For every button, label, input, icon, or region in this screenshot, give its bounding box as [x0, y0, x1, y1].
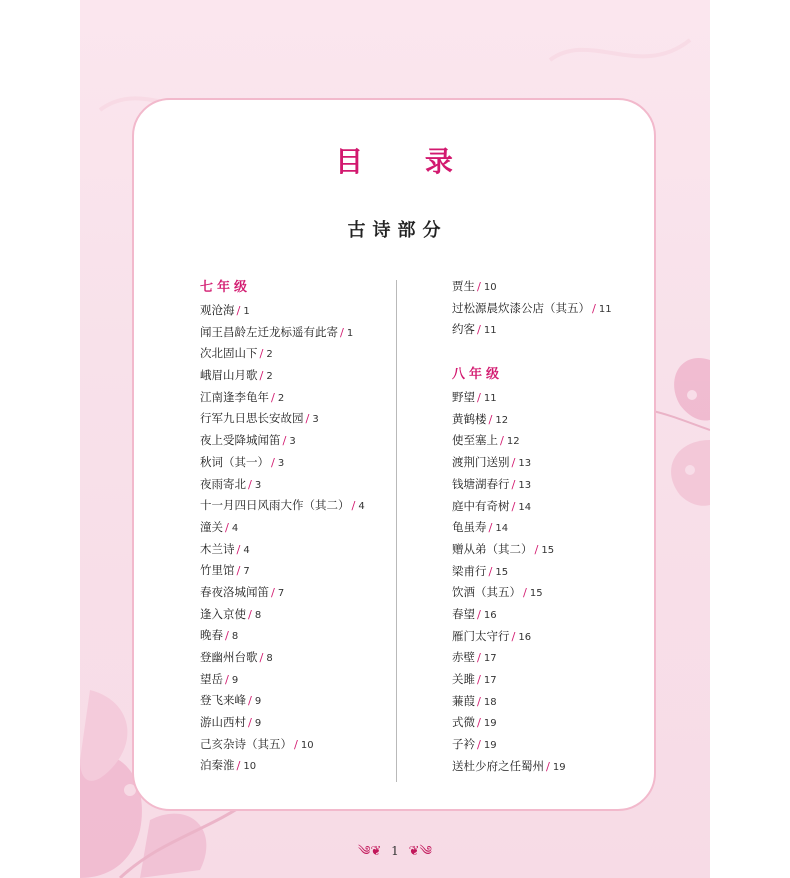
toc-entry[interactable]	[200, 300, 365, 322]
toc-entry[interactable]	[452, 276, 612, 298]
entry-title: 游山西村	[200, 715, 246, 730]
grade-heading-8: 八年级	[452, 367, 504, 383]
toc-entry[interactable]	[200, 539, 365, 561]
entry-title: 次北固山下	[200, 346, 258, 361]
entry-page-number: 10	[483, 282, 497, 293]
toc-entry[interactable]	[452, 604, 612, 626]
entry-page-number: 10	[300, 739, 314, 751]
entry-title: 潼关	[200, 519, 223, 534]
slash-separator: /	[225, 519, 229, 534]
slash-separator: /	[477, 322, 481, 337]
entry-page-number: 13	[518, 479, 532, 491]
entry-page-number: 1	[243, 306, 250, 317]
entry-title: 黄鹤楼	[452, 411, 487, 426]
toc-entry[interactable]	[200, 669, 365, 691]
entry-page-number: 14	[495, 523, 509, 535]
slash-separator: /	[523, 585, 527, 600]
toc-entry[interactable]	[452, 626, 612, 648]
entry-title: 己亥杂诗（其五）	[200, 736, 292, 751]
toc-entry[interactable]	[200, 734, 365, 756]
slash-separator: /	[282, 433, 287, 448]
slash-separator: /	[500, 433, 504, 448]
entry-page-number: 16	[518, 631, 532, 643]
slash-separator: /	[236, 303, 241, 317]
slash-separator: /	[271, 584, 275, 599]
slash-separator: /	[305, 411, 310, 426]
toc-entry[interactable]	[452, 298, 612, 320]
page-footer	[80, 836, 710, 873]
slash-separator: /	[236, 541, 241, 556]
entry-page-number: 2	[266, 349, 273, 361]
toc-list-right-top	[452, 276, 612, 341]
slash-separator: /	[259, 650, 264, 664]
entry-title: 关雎	[452, 672, 475, 686]
entry-page-number: 15	[529, 588, 543, 600]
entry-title: 江南逢李龟年	[200, 389, 269, 404]
entry-page-number: 3	[254, 479, 262, 491]
entry-page-number: 7	[277, 587, 285, 599]
entry-title: 龟虽寿	[452, 520, 487, 535]
entry-title: 使至塞上	[452, 433, 498, 448]
entry-title: 雁门太守行	[452, 628, 510, 643]
slash-separator: /	[259, 346, 264, 361]
slash-separator: /	[477, 693, 481, 708]
entry-page-number: 9	[254, 696, 262, 708]
entry-page-number: 3	[312, 414, 319, 426]
toc-entry[interactable]	[200, 365, 365, 387]
toc-entry[interactable]	[452, 734, 612, 756]
slash-separator: /	[248, 715, 252, 730]
toc-list-right	[452, 387, 612, 777]
toc-entry[interactable]	[200, 387, 365, 409]
book-page	[80, 0, 710, 878]
slash-separator: /	[477, 390, 481, 405]
entry-page-number: 11	[483, 325, 497, 337]
toc-entry[interactable]	[200, 408, 365, 430]
entry-title: 式微	[452, 715, 475, 730]
slash-separator: /	[236, 758, 241, 773]
slash-separator: /	[351, 498, 356, 513]
entry-title: 观沧海	[200, 303, 235, 317]
toc-entry[interactable]	[452, 712, 612, 734]
slash-separator: /	[477, 672, 481, 686]
entry-page-number: 13	[518, 458, 532, 470]
entry-title: 登飞来峰	[200, 693, 246, 708]
entry-title: 逢入京使	[200, 606, 246, 621]
toc-entry[interactable]	[452, 691, 612, 713]
toc-entry[interactable]	[200, 452, 365, 474]
slash-separator: /	[248, 476, 252, 491]
entry-page-number: 15	[495, 566, 509, 578]
slash-separator: /	[225, 671, 229, 686]
toc-entry[interactable]	[200, 430, 365, 452]
slash-separator: /	[248, 693, 252, 708]
toc-entry[interactable]	[452, 517, 612, 539]
slash-separator: /	[236, 563, 241, 578]
entry-page-number: 15	[541, 544, 555, 556]
left-flourish-icon: ༄❦	[358, 844, 382, 859]
entry-page-number: 7	[243, 566, 250, 578]
toc-entry[interactable]	[452, 582, 612, 604]
slash-separator: /	[294, 736, 298, 751]
entry-page-number: 19	[483, 740, 497, 752]
toc-card	[132, 98, 656, 811]
entry-page-number: 9	[231, 674, 239, 686]
entry-title: 十一月四日风雨大作（其二）	[200, 498, 350, 513]
slash-separator: /	[511, 498, 516, 513]
entry-page-number: 9	[254, 718, 262, 730]
entry-title: 竹里馆	[200, 563, 235, 578]
toc-entry[interactable]	[452, 319, 612, 341]
entry-title: 夜上受降城闻笛	[200, 433, 281, 448]
slash-separator: /	[546, 758, 550, 773]
entry-title: 春望	[452, 606, 475, 621]
toc-entry[interactable]	[452, 669, 612, 691]
entry-page-number: 3	[289, 436, 296, 448]
slash-separator: /	[477, 606, 481, 621]
slash-separator: /	[477, 650, 481, 665]
entry-title: 庭中有奇树	[452, 498, 510, 513]
slash-separator: /	[340, 324, 344, 339]
entry-title: 峨眉山月歌	[200, 368, 258, 383]
toc-entry[interactable]	[200, 322, 365, 344]
entry-title: 木兰诗	[200, 541, 235, 556]
toc-entry[interactable]	[452, 496, 612, 518]
toc-list-left	[200, 300, 365, 777]
entry-page-number: 10	[243, 761, 257, 773]
entry-page-number: 16	[483, 609, 497, 621]
entry-page-number: 1	[346, 327, 354, 339]
entry-page-number: 8	[231, 631, 239, 643]
entry-title: 春夜洛城闻笛	[200, 584, 269, 599]
entry-page-number: 8	[254, 609, 262, 621]
toc-entry[interactable]	[452, 474, 612, 496]
toc-entry[interactable]	[200, 495, 365, 517]
slash-separator: /	[477, 715, 481, 730]
entry-page-number: 17	[483, 653, 497, 665]
toc-entry[interactable]	[452, 539, 612, 561]
toc-entry[interactable]	[452, 452, 612, 474]
entry-title: 子衿	[452, 737, 475, 752]
slash-separator: /	[488, 411, 493, 426]
slash-separator: /	[488, 563, 493, 578]
toc-entry[interactable]	[200, 582, 365, 604]
toc-entry[interactable]	[452, 430, 612, 452]
slash-separator: /	[259, 368, 264, 383]
entry-title: 赤壁	[452, 650, 475, 665]
toc-entry[interactable]	[452, 756, 612, 778]
entry-title: 晚春	[200, 628, 223, 643]
right-flourish-icon: ❦༄	[408, 844, 432, 859]
toc-entry[interactable]	[200, 625, 365, 647]
toc-entry[interactable]	[452, 409, 612, 431]
toc-entry[interactable]	[452, 387, 612, 409]
entry-title: 野望	[452, 390, 475, 405]
slash-separator: /	[592, 300, 596, 315]
right-column	[452, 276, 612, 777]
toc-entry[interactable]	[200, 755, 365, 777]
entry-title: 贾生	[452, 279, 475, 293]
entry-title: 秋词（其一）	[200, 454, 269, 469]
slash-separator: /	[511, 476, 516, 491]
entry-page-number: 17	[483, 675, 497, 686]
toc-entry[interactable]	[200, 474, 365, 496]
slash-separator: /	[271, 454, 275, 469]
slash-separator: /	[271, 389, 275, 404]
toc-entry[interactable]	[200, 343, 365, 365]
slash-separator: /	[248, 606, 252, 621]
entry-title: 约客	[452, 322, 475, 337]
entry-title: 饮酒（其五）	[452, 585, 521, 600]
toc-entry[interactable]	[200, 604, 365, 626]
slash-separator: /	[225, 628, 229, 643]
slash-separator: /	[511, 628, 516, 643]
entry-page-number: 2	[266, 371, 273, 383]
entry-page-number: 12	[506, 436, 520, 448]
entry-page-number: 4	[231, 522, 239, 534]
section-subtitle: 古诗部分	[347, 220, 448, 241]
toc-entry[interactable]	[452, 561, 612, 583]
entry-page-number: 8	[266, 653, 273, 664]
grade-heading-7: 七年级	[200, 280, 252, 295]
slash-separator: /	[511, 455, 516, 470]
page-number: 1	[391, 844, 399, 858]
entry-title: 过松源晨炊漆公店（其五）	[452, 300, 590, 315]
column-divider	[396, 280, 397, 782]
entry-page-number: 19	[483, 718, 497, 730]
toc-entry[interactable]	[452, 647, 612, 669]
slash-separator: /	[534, 541, 539, 556]
toc-entry[interactable]	[200, 690, 365, 712]
entry-title: 梁甫行	[452, 563, 487, 578]
entry-page-number: 4	[243, 544, 250, 556]
spacer	[452, 341, 612, 363]
entry-page-number: 18	[483, 696, 497, 708]
entry-title: 渡荆门送别	[452, 455, 510, 470]
entry-title: 登幽州台歌	[200, 650, 258, 664]
entry-title: 蒹葭	[452, 693, 475, 708]
slash-separator: /	[488, 520, 493, 535]
toc-entry[interactable]	[200, 647, 365, 669]
left-column	[200, 276, 365, 777]
entry-page-number: 14	[518, 501, 532, 513]
entry-title: 闻王昌龄左迁龙标遥有此寄	[200, 324, 338, 339]
entry-title: 望岳	[200, 671, 223, 686]
entry-page-number: 12	[495, 414, 509, 426]
entry-title: 泊秦淮	[200, 758, 235, 773]
entry-title: 钱塘湖春行	[452, 476, 510, 491]
slash-separator: /	[477, 737, 481, 752]
entry-page-number: 4	[358, 501, 365, 513]
page-title: 目 录	[335, 145, 479, 178]
entry-title: 夜雨寄北	[200, 476, 246, 491]
entry-page-number: 11	[598, 303, 612, 315]
entry-page-number: 11	[483, 393, 497, 405]
entry-title: 赠从弟（其二）	[452, 541, 533, 556]
toc-entry[interactable]	[200, 560, 365, 582]
toc-entry[interactable]	[200, 712, 365, 734]
entry-page-number: 3	[277, 457, 285, 469]
entry-title: 行军九日思长安故园	[200, 411, 304, 426]
entry-page-number: 2	[277, 392, 285, 404]
entry-title: 送杜少府之任蜀州	[452, 758, 544, 773]
slash-separator: /	[477, 279, 481, 293]
toc-entry[interactable]	[200, 517, 365, 539]
entry-page-number: 19	[552, 761, 566, 773]
